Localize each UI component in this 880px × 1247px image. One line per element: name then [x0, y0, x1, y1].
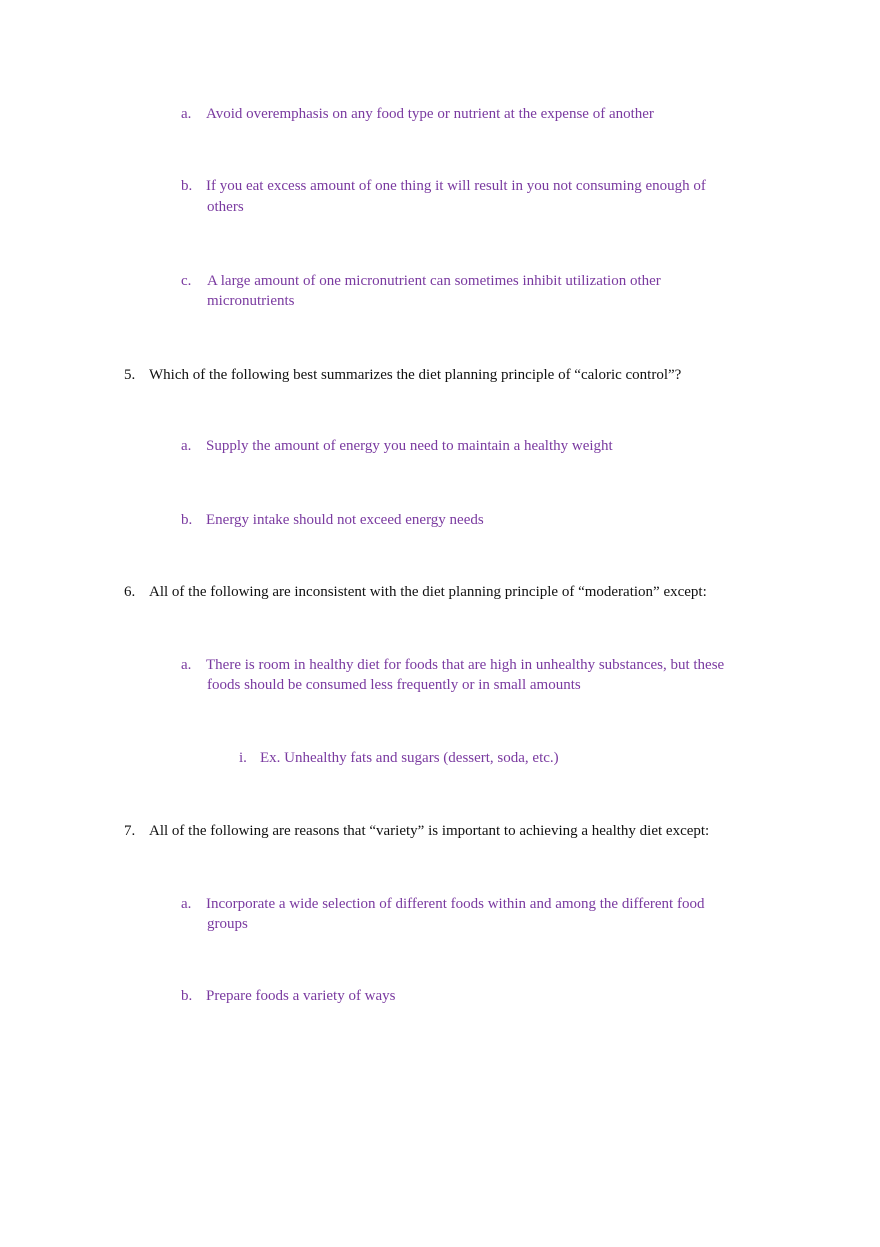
- option-text: A large amount of one micronutrient can sometimes inhibit utilization other: [207, 273, 661, 289]
- option-text: Prepare foods a variety of ways: [206, 988, 396, 1004]
- option-text: micronutrients: [207, 293, 295, 309]
- answer-option-continuation: [207, 914, 248, 935]
- option-text: foods should be consumed less frequently or in small amounts: [207, 677, 581, 693]
- option-label: b.: [181, 178, 193, 194]
- question-text: Which of the following best summarizes the diet planning principle of “caloric control”?: [149, 367, 682, 383]
- option-label: a.: [181, 438, 192, 454]
- option-text: groups: [207, 916, 248, 932]
- option-text: Incorporate a wide selection of different foods within and among the different food: [206, 896, 705, 912]
- option-text: Avoid overemphasis on any food type or nutrient at the expense of another: [206, 106, 654, 122]
- option-text: There is room in healthy diet for foods that are high in unhealthy substances, but these: [206, 657, 725, 673]
- option-label: a.: [181, 106, 192, 122]
- answer-option-continuation: [207, 197, 244, 218]
- option-text: Energy intake should not exceed energy needs: [206, 512, 484, 528]
- question-number: 5.: [124, 367, 136, 383]
- option-label: a.: [181, 657, 192, 673]
- option-label: b.: [181, 512, 193, 528]
- option-label: b.: [181, 988, 193, 1004]
- option-label: c.: [181, 273, 192, 289]
- question-text: All of the following are inconsistent with the diet planning principle of “moderation” except:: [149, 584, 707, 600]
- option-text: If you eat excess amount of one thing it will result in you not consuming enough of: [206, 178, 706, 194]
- question-number: 7.: [124, 823, 136, 839]
- question-number: 6.: [124, 584, 136, 600]
- sub-option-text: Ex. Unhealthy fats and sugars (dessert, soda, etc.): [260, 750, 559, 766]
- option-label: a.: [181, 896, 192, 912]
- sub-option-label: i.: [239, 750, 247, 766]
- option-text: others: [207, 199, 244, 215]
- option-text: Supply the amount of energy you need to maintain a healthy weight: [206, 438, 613, 454]
- question-text: All of the following are reasons that “variety” is important to achieving a healthy diet except:: [149, 823, 710, 839]
- answer-option-continuation: [207, 291, 294, 312]
- answer-option-continuation: [207, 675, 581, 696]
